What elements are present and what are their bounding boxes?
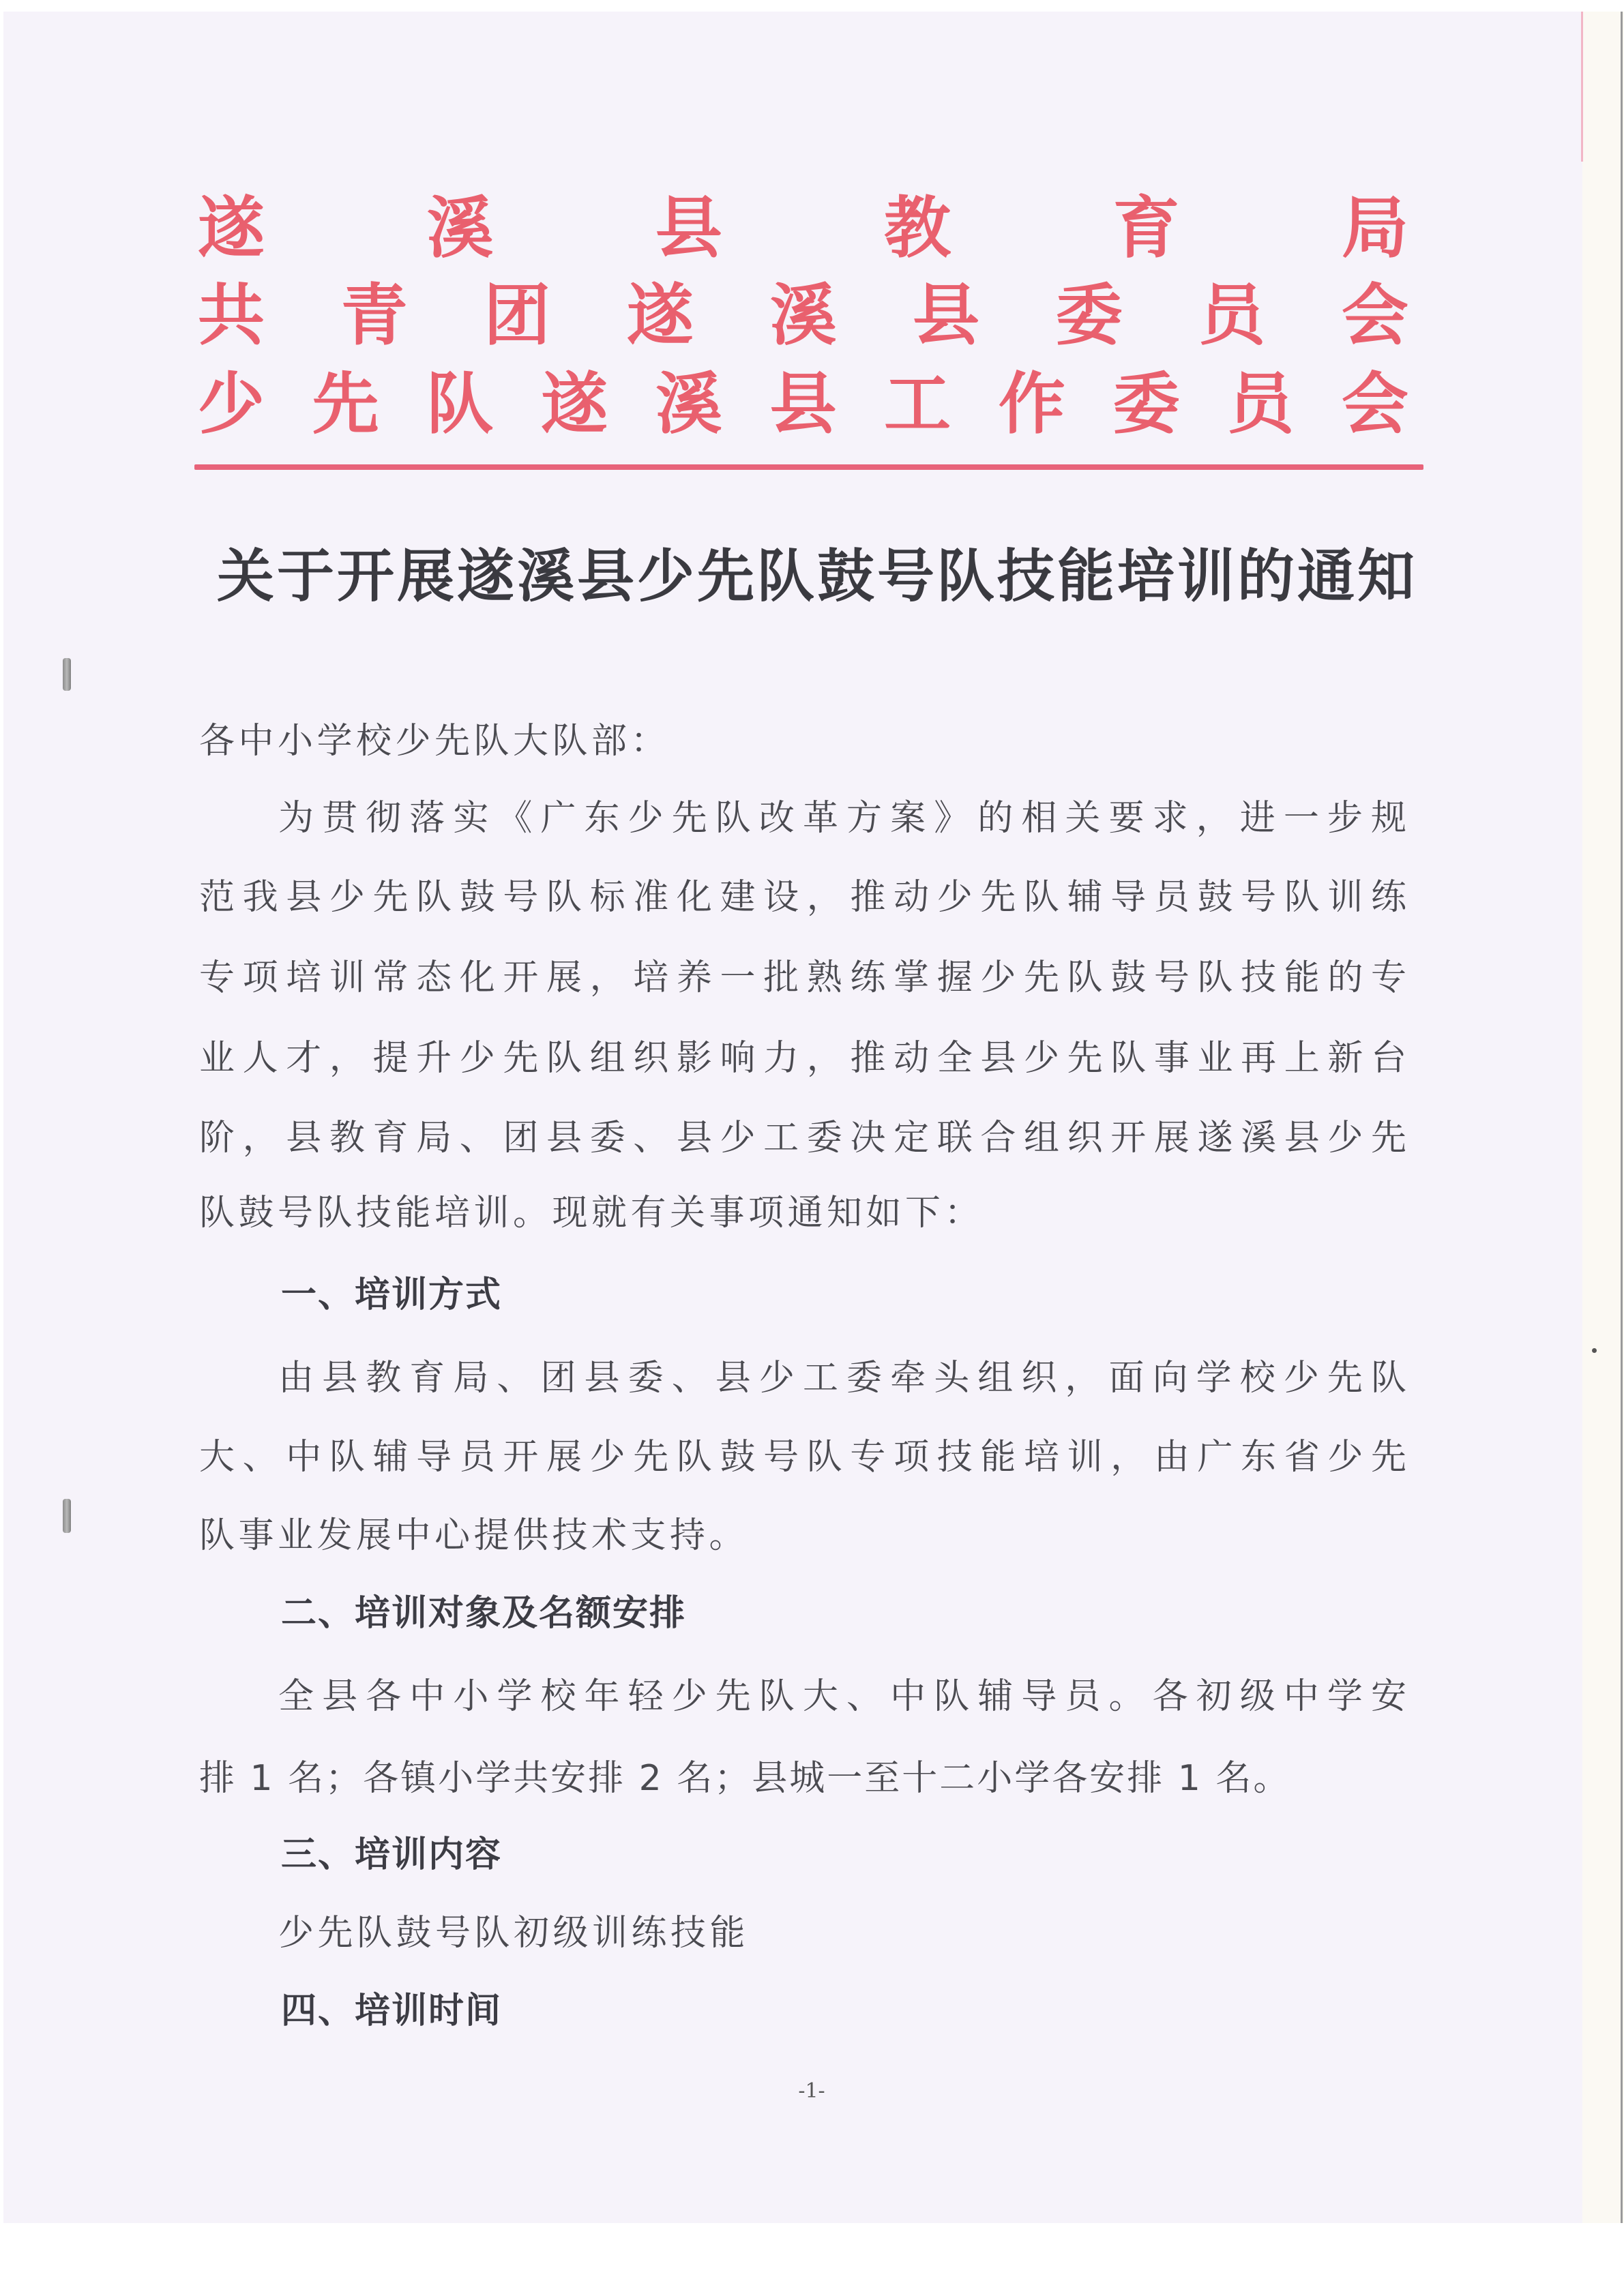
- paragraph-line: 阶，县教育局、团县委、县少工委决定联合组织开展遂溪县少先: [199, 1118, 1406, 1159]
- section-line: 排 1 名；各镇小学共安排 2 名；县城一至十二小学各安排 1 名。: [199, 1758, 1291, 1799]
- issuer-char: 遂: [541, 365, 608, 443]
- scan-speck: [1592, 1348, 1597, 1353]
- scanner-edge-line: [1621, 12, 1623, 2223]
- issuer-char: 县: [769, 365, 837, 443]
- issuer-char: 溪: [655, 365, 722, 443]
- paragraph-line: 业人才，提升少先队组织影响力，推动全县少先队事业再上新台: [199, 1038, 1406, 1079]
- section-line: 全县各中小学校年轻少先队大、中队辅导员。各初级中学安: [278, 1676, 1406, 1717]
- issuer-char: 委: [1055, 276, 1123, 355]
- issuer-char: 少: [198, 365, 265, 443]
- issuer-char: 局: [1341, 189, 1408, 267]
- issuer-char: 先: [312, 365, 379, 443]
- binder-hole-mark-top: [63, 658, 71, 691]
- paragraph-line: 为贯彻落实《广东少先队改革方案》的相关要求，进一步规: [278, 798, 1406, 839]
- section-heading-training-content: 三、培训内容: [281, 1834, 503, 1875]
- issuer-char: 团: [484, 276, 551, 355]
- salutation: 各中小学校少先队大队部：: [199, 721, 670, 762]
- page-number: -1-: [798, 2079, 825, 2103]
- issuer-char: 遂: [626, 276, 694, 355]
- issuer-char: 队: [426, 365, 494, 443]
- page-edge-tint: [1581, 12, 1583, 162]
- section-heading-training-time: 四、培训时间: [281, 1991, 503, 2031]
- issuer-char: 遂: [198, 189, 265, 267]
- issuer-char: 县: [655, 189, 722, 267]
- document-title: 关于开展遂溪县少先队鼓号队技能培训的通知: [217, 542, 1418, 610]
- issuer-char: 教: [884, 189, 951, 267]
- red-separator-rule: [194, 464, 1423, 470]
- section-heading-training-method: 一、培训方式: [281, 1274, 503, 1315]
- issuer-char: 会: [1341, 276, 1408, 355]
- issuer-char: 溪: [769, 276, 837, 355]
- issuer-row-education-bureau: [198, 191, 1408, 266]
- issuer-char: 溪: [426, 189, 494, 267]
- issuer-row-youth-league: [198, 278, 1408, 353]
- section-heading-trainees-quota: 二、培训对象及名额安排: [281, 1593, 687, 1634]
- issuer-char: 委: [1112, 365, 1180, 443]
- binder-hole-mark-bottom: [63, 1499, 71, 1533]
- section-line: 队事业发展中心提供技术支持。: [199, 1515, 749, 1556]
- paragraph-line: 专项培训常态化开展，培养一批熟练掌握少先队鼓号队技能的专: [199, 957, 1406, 998]
- issuer-char: 县: [913, 276, 980, 355]
- issuer-char: 青: [340, 276, 408, 355]
- issuer-char: 育: [1112, 189, 1180, 267]
- section-line: 大、中队辅导员开展少先队鼓号队专项技能培训，由广东省少先: [199, 1437, 1406, 1478]
- issuer-char: 会: [1341, 365, 1408, 443]
- issuer-char: 共: [198, 276, 265, 355]
- issuer-char: 员: [1198, 276, 1266, 355]
- section-line: 少先队鼓号队初级训练技能: [278, 1913, 750, 1954]
- issuer-char: 工: [884, 365, 951, 443]
- scan-margin: [1582, 12, 1624, 2223]
- issuer-row-young-pioneers: [198, 367, 1408, 442]
- paragraph-line: 范我县少先队鼓号队标准化建设，推动少先队辅导员鼓号队训练: [199, 877, 1406, 918]
- issuer-char: 作: [998, 365, 1065, 443]
- section-line: 由县教育局、团县委、县少工委牵头组织，面向学校少先队: [278, 1358, 1406, 1399]
- paragraph-line: 队鼓号队技能培训。现就有关事项通知如下：: [199, 1193, 984, 1234]
- issuer-char: 员: [1227, 365, 1295, 443]
